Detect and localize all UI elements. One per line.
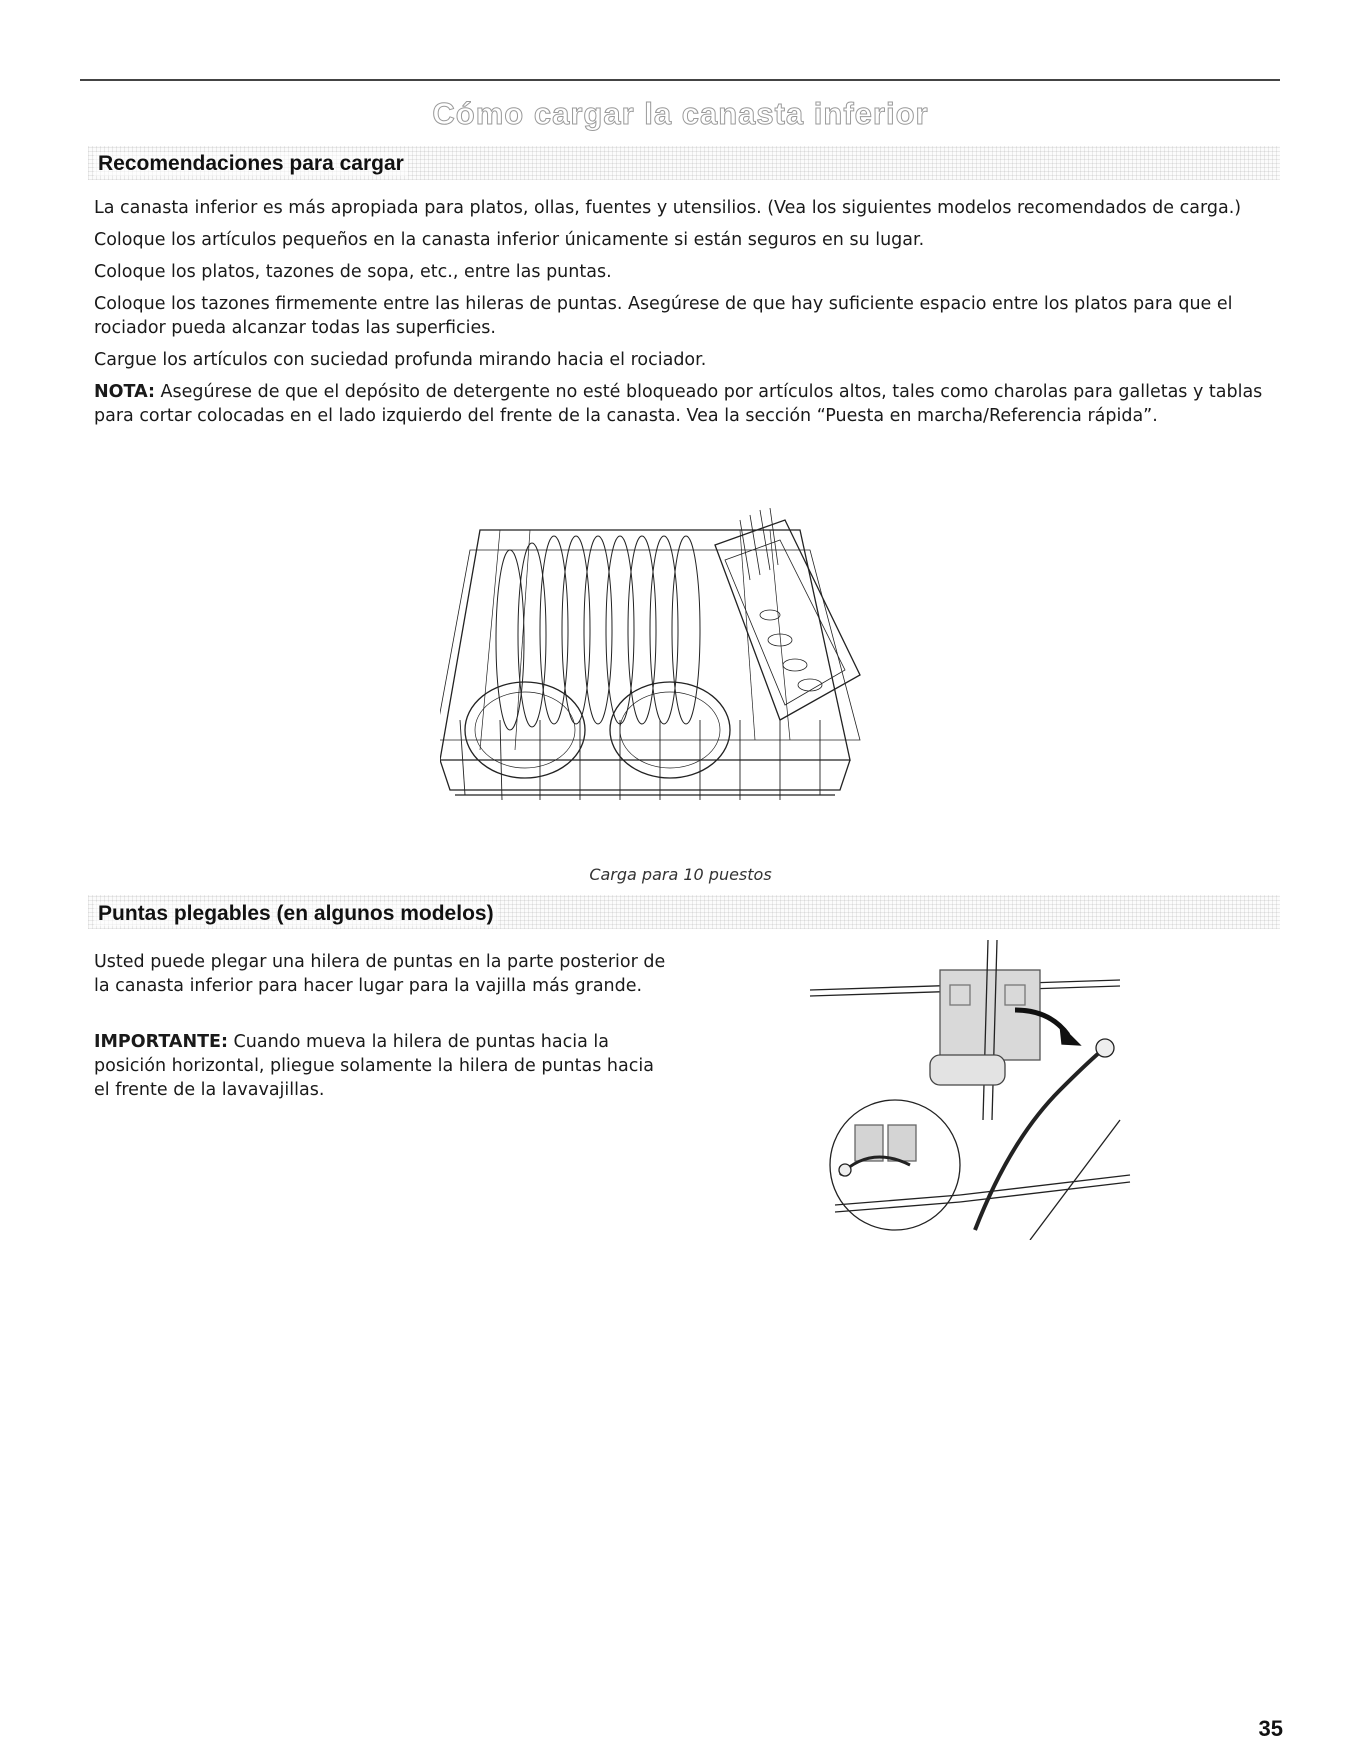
note-paragraph: [94, 380, 1274, 428]
paragraph-bowls: Coloque los tazones firmemente entre las hileras de puntas. Asegúrese de que hay suficiente espacio entre los platos para que el rociador pueda alcanzar todas las superficies.: [94, 294, 1233, 338]
important-paragraph: [94, 1030, 674, 1102]
important-text: Cuando mueva la hilera de puntas hacia la posición horizontal, pliegue solamente la hilera de puntas hacia el frente de la lavavajillas.: [94, 1032, 654, 1100]
paragraph-small-items: Coloque los artículos pequeños en la canasta inferior únicamente si están seguros en su lugar.: [94, 230, 925, 250]
important-label: IMPORTANTE:: [94, 1032, 228, 1052]
top-rule: [80, 79, 1280, 81]
note-label: NOTA:: [94, 382, 155, 402]
section-heading-loading-tips: Recomendaciones para cargar: [94, 152, 408, 176]
figure-caption: Carga para 10 puestos: [589, 865, 772, 884]
note-text: Asegúrese de que el depósito de detergente no esté bloqueado por artículos altos, tales como charolas para galletas y tablas para cortar colocadas en el lado izquierdo del frente de la canasta. Vea la sección “Puesta en marcha/Referencia rápida”.: [94, 382, 1263, 426]
paragraph-basket-use: La canasta inferior es más apropiada para platos, ollas, fuentes y utensilios. (Vea los siguientes modelos recomendados de carga.): [94, 198, 1242, 218]
folding-tines-illustration: [800, 940, 1140, 1240]
page-title: Cómo cargar la canasta inferior: [432, 96, 929, 131]
paragraph-plates: Coloque los platos, tazones de sopa, etc., entre las puntas.: [94, 262, 612, 282]
paragraph-folding-tines: Usted puede plegar una hilera de puntas en la parte posterior de la canasta inferior para hacer lugar para la vajilla más grande.: [94, 952, 666, 996]
paragraph-soiled-items: Cargue los artículos con suciedad profunda mirando hacia el rociador.: [94, 350, 707, 370]
lower-rack-illustration: [440, 490, 930, 840]
section-heading-folding-tines: Puntas plegables (en algunos modelos): [94, 902, 498, 926]
page-number: 35: [1258, 1716, 1283, 1741]
